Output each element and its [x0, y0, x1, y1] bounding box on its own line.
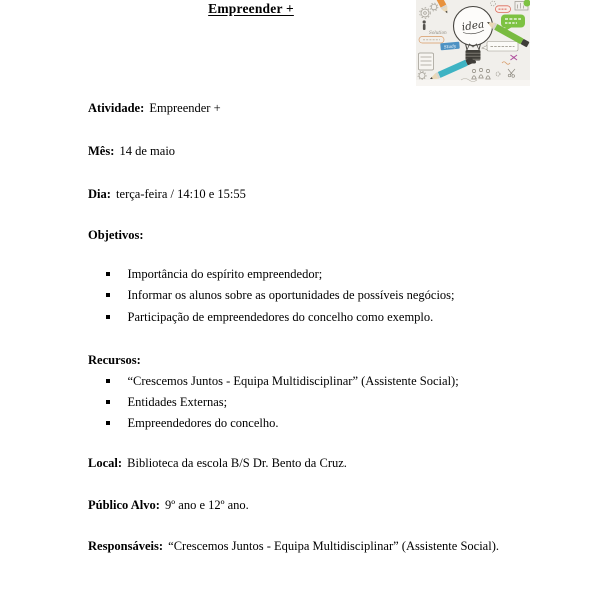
bullet-square-icon: [106, 421, 110, 425]
bullet-square-icon: [106, 315, 110, 319]
section-objetivos-heading: Objetivos:: [88, 228, 144, 242]
field-publico-alvo: [88, 497, 249, 514]
figure-doodle-icon: [423, 20, 426, 30]
field-mes-label: Mês:: [88, 144, 115, 158]
list-item: [106, 309, 433, 326]
list-item: [106, 373, 459, 390]
list-item-text: Entidades Externas;: [127, 395, 228, 409]
idea-text: idea: [460, 18, 486, 34]
notebook-doodle-icon: [419, 53, 434, 70]
red-tag-icon: [496, 6, 511, 13]
field-local-value: Biblioteca da escola B/S Dr. Bento da Cruz.: [127, 456, 347, 470]
field-atividade-label: Atividade:: [88, 101, 145, 115]
speech-bubble-outline-icon: [482, 42, 518, 52]
list-item: [106, 287, 455, 304]
field-responsaveis-label: Responsáveis:: [88, 539, 164, 553]
field-dia: [88, 186, 246, 203]
solution-label: Solution: [429, 30, 447, 35]
list-item-text: Informar os alunos sobre as oportunidades de possíveis negócios;: [127, 288, 455, 302]
list-item-text: Participação de empreendedores do concelho como exemplo.: [127, 310, 434, 324]
list-item-text: Importância do espírito empreendedor;: [127, 267, 323, 281]
field-dia-value: terça-feira / 14:10 e 15:55: [116, 187, 246, 201]
field-responsaveis: [88, 538, 499, 555]
field-publico-alvo-value: 9º ano e 12º ano.: [165, 498, 249, 512]
bullet-square-icon: [106, 400, 110, 404]
field-atividade-value: Empreender +: [149, 101, 221, 115]
field-local: [88, 455, 347, 472]
list-item: [106, 394, 227, 411]
list-item: [106, 415, 278, 432]
section-recursos-heading: Recursos:: [88, 353, 141, 367]
field-mes: [88, 143, 175, 160]
field-atividade: [88, 100, 221, 117]
list-item: [106, 266, 322, 283]
field-mes-value: 14 de maio: [119, 144, 176, 158]
field-dia-label: Dia:: [88, 187, 111, 201]
document-title: Empreender +: [208, 1, 294, 16]
bullet-square-icon: [106, 293, 110, 297]
study-label: Study: [443, 43, 457, 50]
idea-lightbulb-illustration: [416, 0, 530, 86]
bullet-square-icon: [106, 379, 110, 383]
field-publico-alvo-label: Público Alvo:: [88, 498, 160, 512]
field-responsaveis-value: “Crescemos Juntos - Equipa Multidisciplinar” (Assistente Social).: [168, 539, 499, 553]
idea-doodle-image: [416, 0, 530, 86]
list-item-text: “Crescemos Juntos - Equipa Multidisciplinar” (Assistente Social);: [127, 374, 459, 388]
field-local-label: Local:: [88, 456, 123, 470]
bullet-square-icon: [106, 272, 110, 276]
list-item-text: Empreendedores do concelho.: [127, 416, 279, 430]
